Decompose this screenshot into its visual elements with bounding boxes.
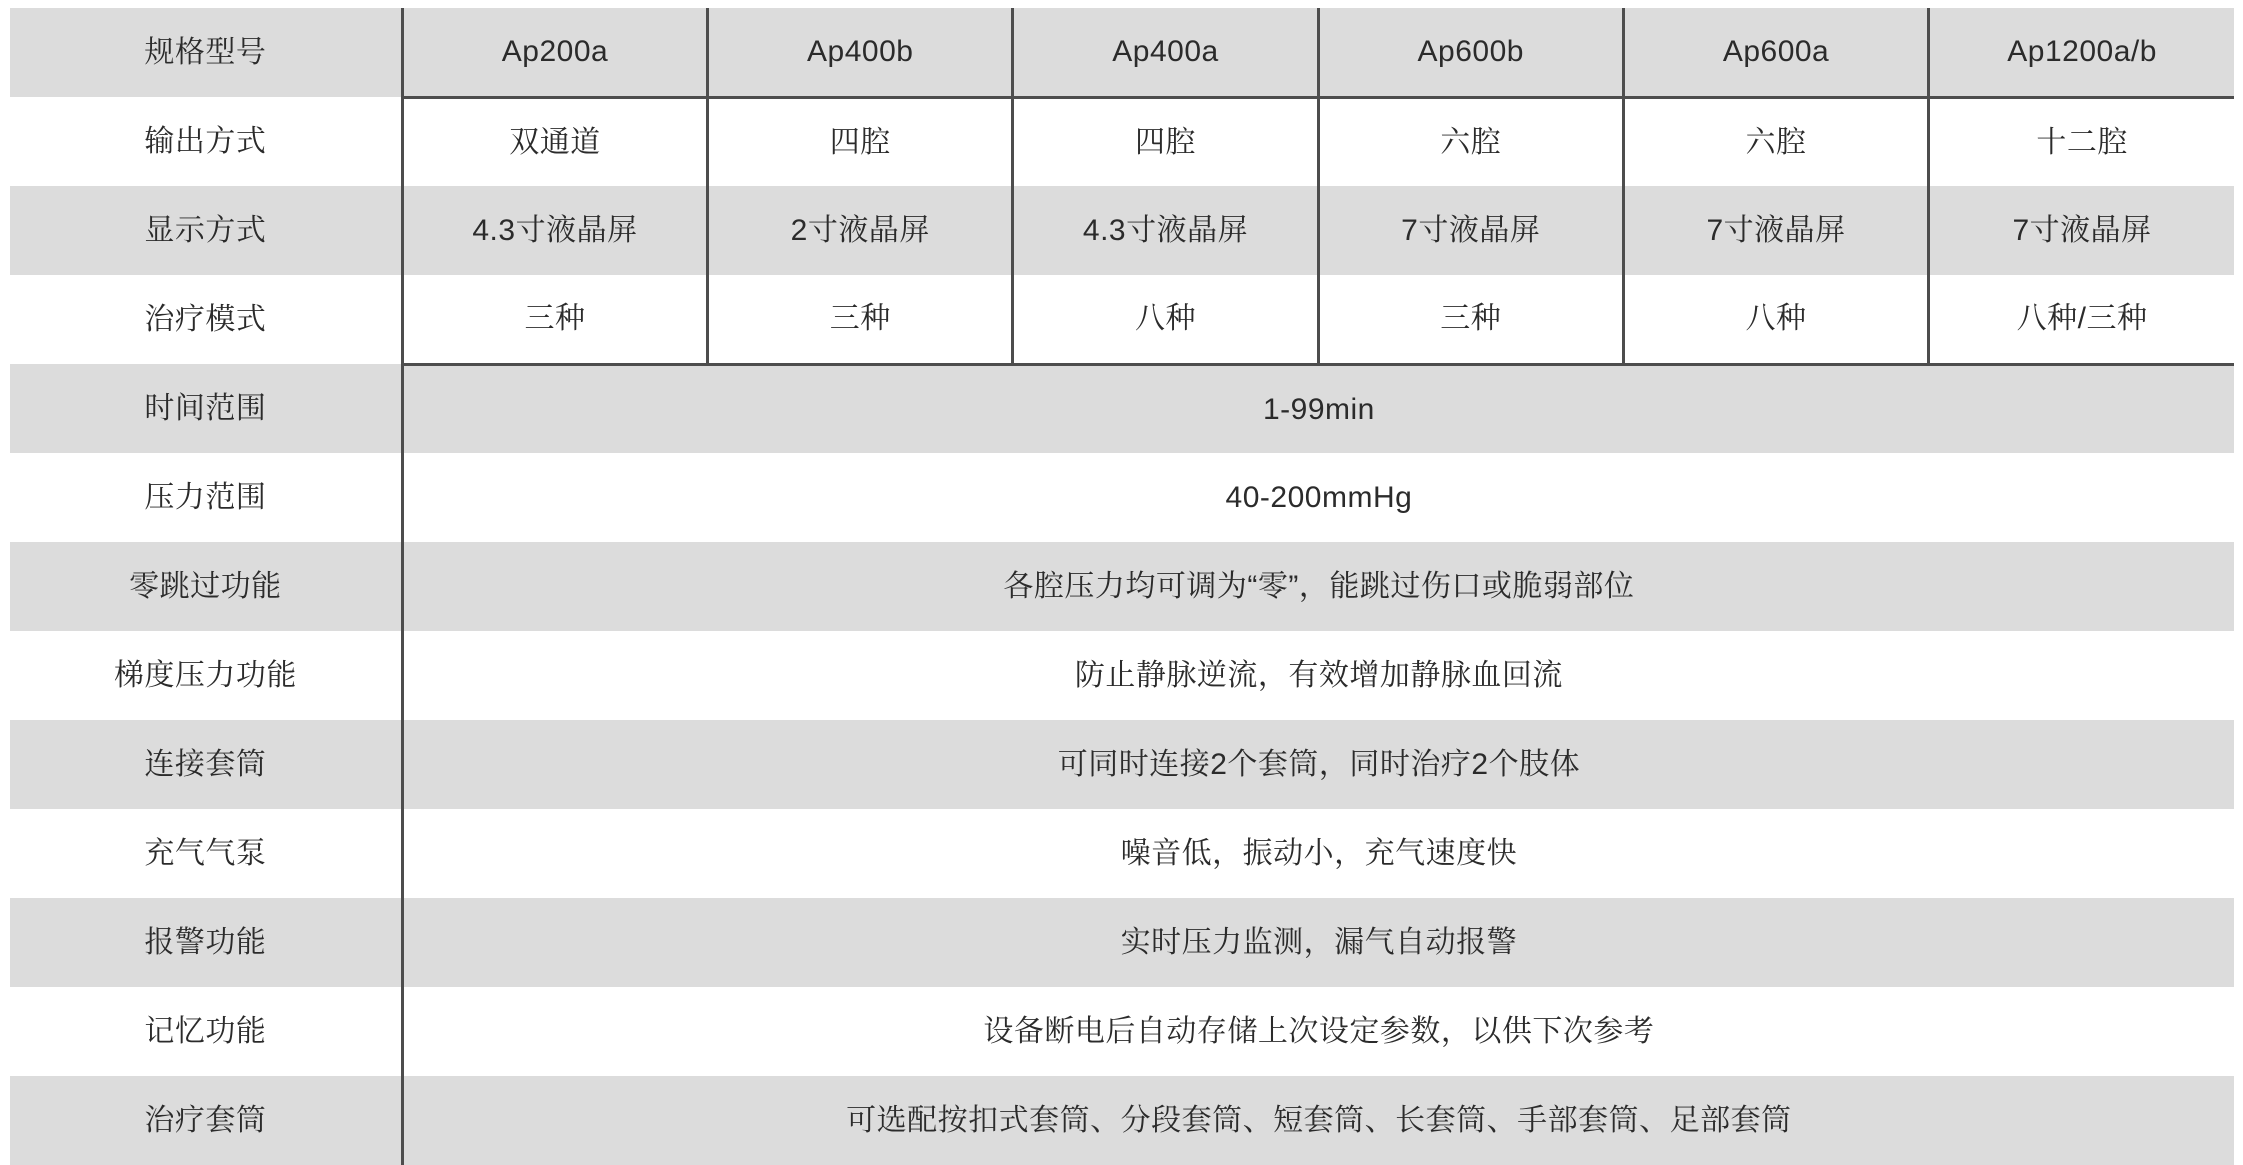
row-label-zero-skip: 零跳过功能	[10, 542, 402, 631]
row-label-therapy-sleeve: 治疗套筒	[10, 1076, 402, 1165]
column-header-model-3: Ap400a	[1013, 8, 1318, 97]
cell-therapy-mode-2: 三种	[708, 275, 1013, 364]
cell-display-mode-6: 7寸液晶屏	[1929, 186, 2234, 275]
row-label-air-pump: 充气气泵	[10, 809, 402, 898]
table-row-zero-skip	[10, 542, 2234, 631]
cell-time-range-value: 1-99min	[402, 364, 2234, 453]
cell-gradient-pressure-value: 防止静脉逆流，有效增加静脉血回流	[402, 631, 2234, 720]
row-label-gradient-pressure: 梯度压力功能	[10, 631, 402, 720]
row-label-memory: 记忆功能	[10, 987, 402, 1076]
cell-display-mode-5: 7寸液晶屏	[1623, 186, 1928, 275]
table-row-time-range	[10, 364, 2234, 453]
row-label-therapy-mode: 治疗模式	[10, 275, 402, 364]
cell-therapy-mode-4: 三种	[1318, 275, 1623, 364]
cell-output-mode-1: 双通道	[402, 97, 707, 186]
cell-pressure-range-value: 40-200mmHg	[402, 453, 2234, 542]
row-label-connect-sleeve: 连接套筒	[10, 720, 402, 809]
cell-therapy-mode-5: 八种	[1623, 275, 1928, 364]
column-header-model-5: Ap600a	[1623, 8, 1928, 97]
table-row-memory	[10, 987, 2234, 1076]
table-row-display-mode	[10, 186, 2234, 275]
cell-output-mode-2: 四腔	[708, 97, 1013, 186]
table-row-air-pump	[10, 809, 2234, 898]
table-row-gradient-pressure	[10, 631, 2234, 720]
table-row-output-mode	[10, 97, 2234, 186]
cell-display-mode-4: 7寸液晶屏	[1318, 186, 1623, 275]
cell-therapy-sleeve-value: 可选配按扣式套筒、分段套筒、短套筒、长套筒、手部套筒、足部套筒	[402, 1076, 2234, 1165]
row-label-time-range: 时间范围	[10, 364, 402, 453]
column-header-model-1: Ap200a	[402, 8, 707, 97]
cell-output-mode-5: 六腔	[1623, 97, 1928, 186]
table-row-alarm	[10, 898, 2234, 987]
cell-output-mode-6: 十二腔	[1929, 97, 2234, 186]
row-label-alarm: 报警功能	[10, 898, 402, 987]
table-row-connect-sleeve	[10, 720, 2234, 809]
table-body	[10, 8, 2234, 1165]
column-header-model-6: Ap1200a/b	[1929, 8, 2234, 97]
cell-display-mode-2: 2寸液晶屏	[708, 186, 1013, 275]
specification-table	[10, 8, 2234, 1165]
cell-alarm-value: 实时压力监测，漏气自动报警	[402, 898, 2234, 987]
column-header-model-2: Ap400b	[708, 8, 1013, 97]
row-label-output-mode: 输出方式	[10, 97, 402, 186]
cell-display-mode-3: 4.3寸液晶屏	[1013, 186, 1318, 275]
cell-connect-sleeve-value: 可同时连接2个套筒，同时治疗2个肢体	[402, 720, 2234, 809]
cell-zero-skip-value: 各腔压力均可调为“零”，能跳过伤口或脆弱部位	[402, 542, 2234, 631]
column-header-spec-model: 规格型号	[10, 8, 402, 97]
row-label-pressure-range: 压力范围	[10, 453, 402, 542]
table-row-pressure-range	[10, 453, 2234, 542]
cell-memory-value: 设备断电后自动存储上次设定参数，以供下次参考	[402, 987, 2234, 1076]
table-row-therapy-sleeve	[10, 1076, 2234, 1165]
cell-output-mode-4: 六腔	[1318, 97, 1623, 186]
row-label-display-mode: 显示方式	[10, 186, 402, 275]
cell-therapy-mode-3: 八种	[1013, 275, 1318, 364]
column-header-model-4: Ap600b	[1318, 8, 1623, 97]
cell-output-mode-3: 四腔	[1013, 97, 1318, 186]
cell-display-mode-1: 4.3寸液晶屏	[402, 186, 707, 275]
table-row-header	[10, 8, 2234, 97]
cell-therapy-mode-1: 三种	[402, 275, 707, 364]
cell-air-pump-value: 噪音低，振动小，充气速度快	[402, 809, 2234, 898]
table-row-therapy-mode	[10, 275, 2234, 364]
cell-therapy-mode-6: 八种/三种	[1929, 275, 2234, 364]
